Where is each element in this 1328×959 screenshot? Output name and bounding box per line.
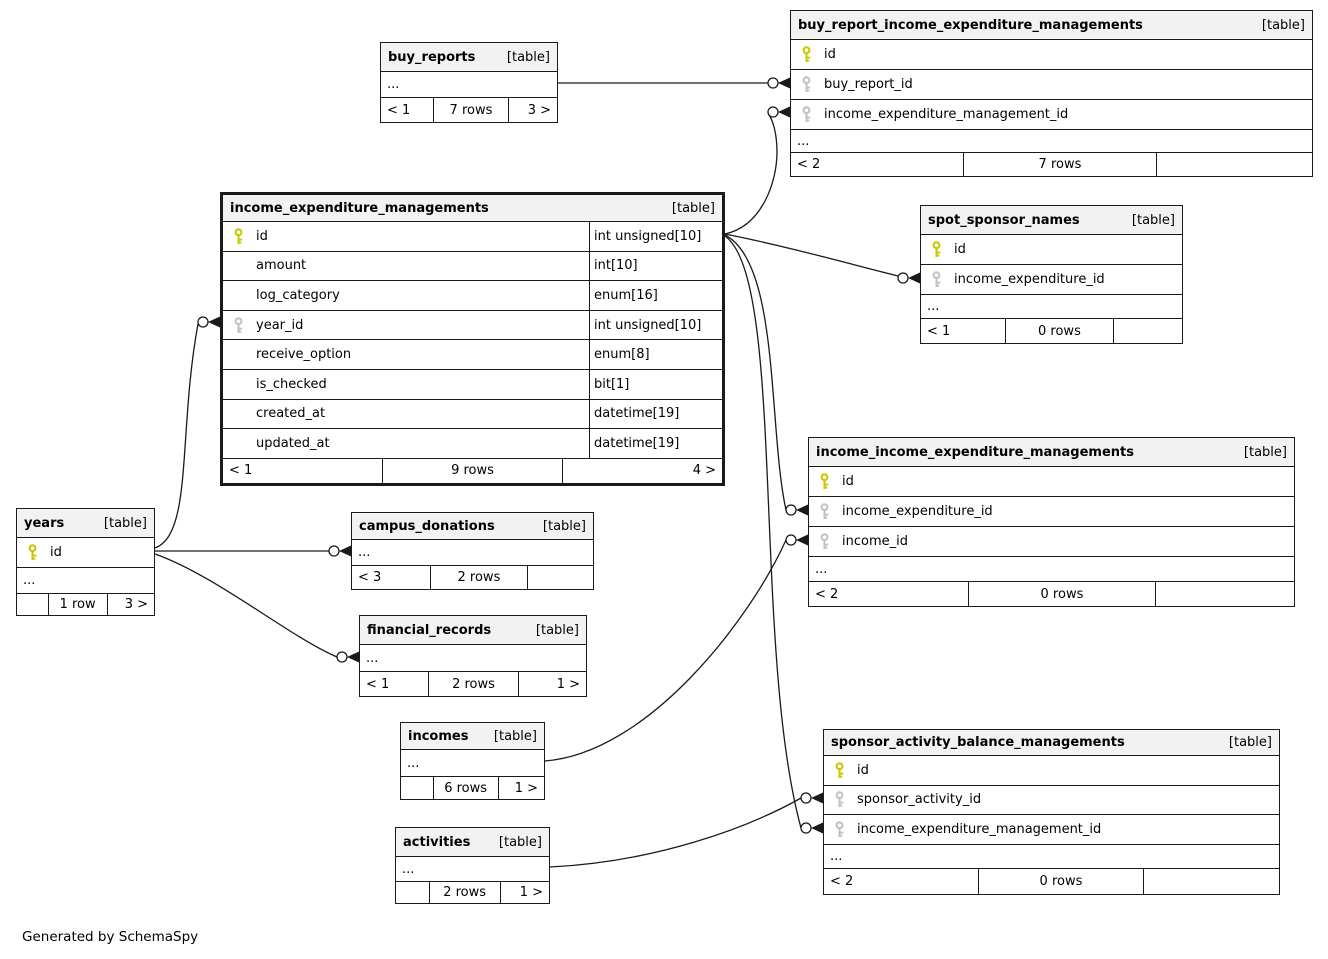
table-income_expenditure_managements[interactable] bbox=[220, 192, 725, 486]
ellipsis-text: ... bbox=[830, 848, 843, 864]
column-type: enum[16] bbox=[589, 281, 722, 310]
column-type: datetime[19] bbox=[589, 400, 722, 429]
footer-parents: < 2 bbox=[815, 586, 839, 602]
column-row-is_checked bbox=[223, 369, 722, 399]
column-row-income_expenditure_id bbox=[809, 496, 1294, 526]
ellipsis-text: ... bbox=[797, 133, 810, 149]
hidden-columns-ellipsis bbox=[396, 856, 549, 881]
table-header[interactable] bbox=[396, 828, 549, 856]
column-type: int unsigned[10] bbox=[589, 222, 722, 251]
table-header[interactable] bbox=[381, 43, 557, 71]
primary-key-icon bbox=[801, 46, 812, 63]
column-name: receive_option bbox=[256, 347, 352, 363]
hidden-columns-ellipsis bbox=[381, 71, 557, 97]
column-row-id bbox=[791, 39, 1312, 69]
table-buy_reports[interactable] bbox=[380, 42, 558, 123]
foreign-key-icon bbox=[834, 821, 845, 838]
zero-or-many-circle bbox=[198, 317, 208, 327]
table-campus_donations[interactable] bbox=[351, 512, 594, 590]
relationship-years-to-campus_donations bbox=[155, 546, 351, 557]
column-row-log_category bbox=[223, 280, 722, 310]
column-row-receive_option bbox=[223, 339, 722, 369]
zero-or-many-circle bbox=[786, 505, 796, 515]
column-name: amount bbox=[256, 258, 307, 274]
footer-children: 4 > bbox=[562, 459, 722, 483]
column-row-id bbox=[809, 466, 1294, 496]
footer-parents bbox=[401, 777, 433, 799]
table-header[interactable] bbox=[921, 206, 1182, 234]
table-type-badge: [table] bbox=[1131, 212, 1175, 228]
footer-children: 3 > bbox=[508, 98, 557, 122]
column-row-buy_report_id bbox=[791, 69, 1312, 99]
column-name: year_id bbox=[256, 317, 304, 333]
arrowhead-icon bbox=[778, 107, 790, 118]
table-name[interactable]: buy_reports bbox=[388, 49, 476, 65]
table-type-badge: [table] bbox=[1243, 444, 1287, 460]
hidden-columns-ellipsis bbox=[824, 844, 1279, 868]
ellipsis-text: ... bbox=[815, 561, 828, 577]
foreign-key-icon bbox=[819, 503, 830, 520]
table-name[interactable]: sponsor_activity_balance_managements bbox=[831, 735, 1125, 750]
table-sponsor_activity_balance_managements[interactable] bbox=[823, 729, 1280, 895]
table-financial_records[interactable] bbox=[359, 615, 587, 697]
footer-row-count: 2 rows bbox=[430, 566, 526, 589]
table-type-badge: [table] bbox=[506, 49, 550, 65]
table-footer bbox=[401, 776, 544, 799]
table-footer bbox=[17, 593, 154, 615]
column-row-income_expenditure_id bbox=[921, 264, 1182, 294]
column-name: id bbox=[50, 545, 62, 560]
table-name[interactable]: campus_donations bbox=[359, 518, 495, 534]
column-type: enum[8] bbox=[589, 340, 722, 369]
column-name: id bbox=[857, 762, 869, 778]
column-name: income_expenditure_id bbox=[842, 504, 993, 519]
table-buy_report_income_expenditure_managements[interactable] bbox=[790, 10, 1313, 177]
zero-or-many-circle bbox=[337, 652, 347, 662]
table-type-badge: [table] bbox=[1228, 735, 1272, 750]
column-row-id bbox=[921, 234, 1182, 264]
table-footer bbox=[223, 458, 722, 483]
table-footer bbox=[809, 581, 1294, 606]
column-name: id bbox=[824, 47, 836, 62]
foreign-key-icon bbox=[834, 791, 845, 808]
column-row-id bbox=[17, 537, 154, 567]
hidden-columns-ellipsis bbox=[791, 129, 1312, 152]
table-footer bbox=[824, 868, 1279, 894]
table-name[interactable]: incomes bbox=[408, 728, 469, 744]
table-header[interactable] bbox=[809, 438, 1294, 466]
table-name[interactable]: financial_records bbox=[367, 622, 492, 638]
footer-children bbox=[1156, 153, 1312, 176]
footer-parents bbox=[396, 882, 429, 903]
footer-parents: < 2 bbox=[797, 157, 821, 172]
column-name: id bbox=[256, 228, 268, 244]
primary-key-icon bbox=[819, 473, 830, 490]
arrowhead-icon bbox=[908, 273, 920, 284]
primary-key-icon bbox=[233, 228, 244, 245]
footer-row-count: 0 rows bbox=[978, 869, 1142, 894]
footer-row-count: 0 rows bbox=[1005, 319, 1112, 343]
column-row-created_at bbox=[223, 399, 722, 429]
zero-or-many-circle bbox=[898, 273, 908, 283]
table-name[interactable]: activities bbox=[403, 834, 471, 850]
column-name: income_expenditure_management_id bbox=[824, 107, 1069, 122]
arrowhead-icon bbox=[796, 505, 808, 516]
arrowhead-icon bbox=[339, 546, 351, 557]
ellipsis-text: ... bbox=[402, 861, 415, 877]
table-years[interactable] bbox=[16, 508, 155, 616]
table-name[interactable]: income_income_expenditure_managements bbox=[816, 444, 1134, 460]
table-type-badge: [table] bbox=[493, 728, 537, 744]
relationship-years-to-financial_records bbox=[155, 554, 359, 663]
column-name: id bbox=[842, 474, 854, 489]
column-type: bit[1] bbox=[589, 370, 722, 399]
column-row-amount bbox=[223, 251, 722, 281]
column-row-id bbox=[223, 221, 722, 251]
footer-children bbox=[527, 566, 593, 589]
table-header[interactable] bbox=[223, 195, 722, 221]
footer-children: 1 > bbox=[500, 882, 549, 903]
footer-children: 3 > bbox=[107, 594, 154, 615]
table-name[interactable]: spot_sponsor_names bbox=[928, 212, 1080, 228]
primary-key-icon bbox=[834, 762, 845, 779]
arrowhead-icon bbox=[796, 535, 808, 546]
footer-children: 1 > bbox=[518, 672, 586, 696]
generated-by-note: Generated by SchemaSpy bbox=[22, 929, 199, 945]
table-type-badge: [table] bbox=[542, 518, 586, 534]
hidden-columns-ellipsis bbox=[921, 294, 1182, 318]
foreign-key-icon bbox=[801, 106, 812, 123]
column-row-updated_at bbox=[223, 428, 722, 458]
column-name: income_id bbox=[842, 534, 908, 549]
table-type-badge: [table] bbox=[671, 200, 715, 216]
relationship-buy_reports-to-buy_report_income_expenditure_managements bbox=[558, 78, 790, 89]
table-spot_sponsor_names[interactable] bbox=[920, 205, 1183, 344]
arrowhead-icon bbox=[811, 793, 823, 804]
table-name[interactable]: years bbox=[24, 515, 65, 531]
zero-or-many-circle bbox=[801, 823, 811, 833]
column-name: is_checked bbox=[256, 376, 327, 392]
ellipsis-text: ... bbox=[387, 77, 400, 92]
footer-row-count: 9 rows bbox=[382, 459, 562, 483]
footer-children bbox=[1143, 869, 1279, 894]
column-name: income_expenditure_management_id bbox=[857, 821, 1102, 837]
table-footer bbox=[921, 318, 1182, 343]
footer-row-count: 6 rows bbox=[433, 777, 498, 799]
footer-row-count: 2 rows bbox=[429, 882, 500, 903]
zero-or-many-circle bbox=[768, 78, 778, 88]
ellipsis-text: ... bbox=[407, 755, 420, 771]
column-row-income_expenditure_management_id bbox=[824, 814, 1279, 844]
relationship-income_expenditure_managements-to-buy_report_income_expenditure_managements bbox=[725, 107, 790, 235]
foreign-key-icon bbox=[931, 271, 942, 288]
column-type: datetime[19] bbox=[589, 429, 722, 458]
footer-parents: < 1 bbox=[229, 463, 253, 479]
column-type: int unsigned[10] bbox=[589, 311, 722, 340]
table-footer bbox=[791, 152, 1312, 176]
ellipsis-text: ... bbox=[366, 650, 379, 666]
table-header[interactable] bbox=[352, 513, 593, 539]
column-name: created_at bbox=[256, 406, 326, 422]
primary-key-icon bbox=[931, 241, 942, 258]
footer-parents: < 1 bbox=[927, 323, 951, 339]
column-row-income_id bbox=[809, 526, 1294, 556]
table-footer bbox=[360, 671, 586, 696]
table-footer bbox=[352, 565, 593, 589]
arrowhead-icon bbox=[347, 652, 359, 663]
table-name[interactable]: buy_report_income_expenditure_managements bbox=[798, 17, 1143, 33]
footer-children: 1 > bbox=[498, 777, 544, 799]
footer-children bbox=[1113, 319, 1183, 343]
hidden-columns-ellipsis bbox=[17, 567, 154, 593]
hidden-columns-ellipsis bbox=[401, 749, 544, 776]
hidden-columns-ellipsis bbox=[352, 539, 593, 565]
table-type-badge: [table] bbox=[498, 834, 542, 850]
footer-parents bbox=[17, 594, 48, 615]
hidden-columns-ellipsis bbox=[809, 556, 1294, 581]
relationship-income_expenditure_managements-to-spot_sponsor_names bbox=[725, 234, 920, 284]
footer-parents: < 3 bbox=[358, 570, 382, 585]
table-incomes[interactable] bbox=[400, 722, 545, 800]
table-type-badge: [table] bbox=[1261, 17, 1305, 33]
footer-row-count: 2 rows bbox=[428, 672, 517, 696]
column-name: id bbox=[954, 242, 966, 257]
column-row-id bbox=[824, 755, 1279, 785]
relationship-income_expenditure_managements-to-income_income_expenditure_managements bbox=[725, 235, 808, 516]
zero-or-many-circle bbox=[801, 793, 811, 803]
hidden-columns-ellipsis bbox=[360, 644, 586, 671]
table-name[interactable]: income_expenditure_managements bbox=[230, 200, 489, 216]
footer-row-count: 7 rows bbox=[433, 98, 507, 122]
relationship-years-to-income_expenditure_managements bbox=[155, 317, 220, 549]
primary-key-icon bbox=[27, 544, 38, 561]
ellipsis-text: ... bbox=[358, 545, 371, 560]
footer-row-count: 0 rows bbox=[968, 582, 1154, 606]
footer-parents: < 1 bbox=[387, 102, 411, 118]
table-footer bbox=[396, 881, 549, 903]
foreign-key-icon bbox=[819, 533, 830, 550]
arrowhead-icon bbox=[811, 823, 823, 834]
zero-or-many-circle bbox=[786, 535, 796, 545]
ellipsis-text: ... bbox=[927, 299, 940, 314]
table-type-badge: [table] bbox=[535, 622, 579, 638]
column-name: income_expenditure_id bbox=[954, 272, 1105, 287]
ellipsis-text: ... bbox=[23, 573, 36, 588]
column-row-income_expenditure_management_id bbox=[791, 99, 1312, 129]
relationship-activities-to-sponsor_activity_balance_managements bbox=[550, 793, 823, 868]
footer-parents: < 2 bbox=[830, 873, 854, 889]
table-income_income_expenditure_managements[interactable] bbox=[808, 437, 1295, 607]
arrowhead-icon bbox=[778, 78, 790, 89]
table-header[interactable] bbox=[824, 730, 1279, 755]
footer-children bbox=[1155, 582, 1294, 606]
table-header[interactable] bbox=[401, 723, 544, 749]
table-header[interactable] bbox=[360, 616, 586, 644]
foreign-key-icon bbox=[233, 317, 244, 334]
footer-row-count: 1 row bbox=[48, 594, 107, 615]
table-activities[interactable] bbox=[395, 827, 550, 904]
zero-or-many-circle bbox=[329, 546, 339, 556]
table-footer bbox=[381, 97, 557, 122]
footer-parents: < 1 bbox=[366, 676, 390, 692]
column-name: sponsor_activity_id bbox=[857, 792, 982, 808]
table-type-badge: [table] bbox=[103, 515, 147, 531]
column-type: int[10] bbox=[589, 252, 722, 281]
column-name: updated_at bbox=[256, 435, 330, 451]
column-name: log_category bbox=[256, 287, 340, 303]
footer-row-count: 7 rows bbox=[963, 153, 1155, 176]
zero-or-many-circle bbox=[768, 107, 778, 117]
table-header[interactable] bbox=[17, 509, 154, 537]
column-row-sponsor_activity_id bbox=[824, 785, 1279, 815]
foreign-key-icon bbox=[801, 76, 812, 93]
table-header[interactable] bbox=[791, 11, 1312, 39]
column-row-year_id bbox=[223, 310, 722, 340]
column-name: buy_report_id bbox=[824, 77, 913, 92]
arrowhead-icon bbox=[208, 317, 220, 328]
